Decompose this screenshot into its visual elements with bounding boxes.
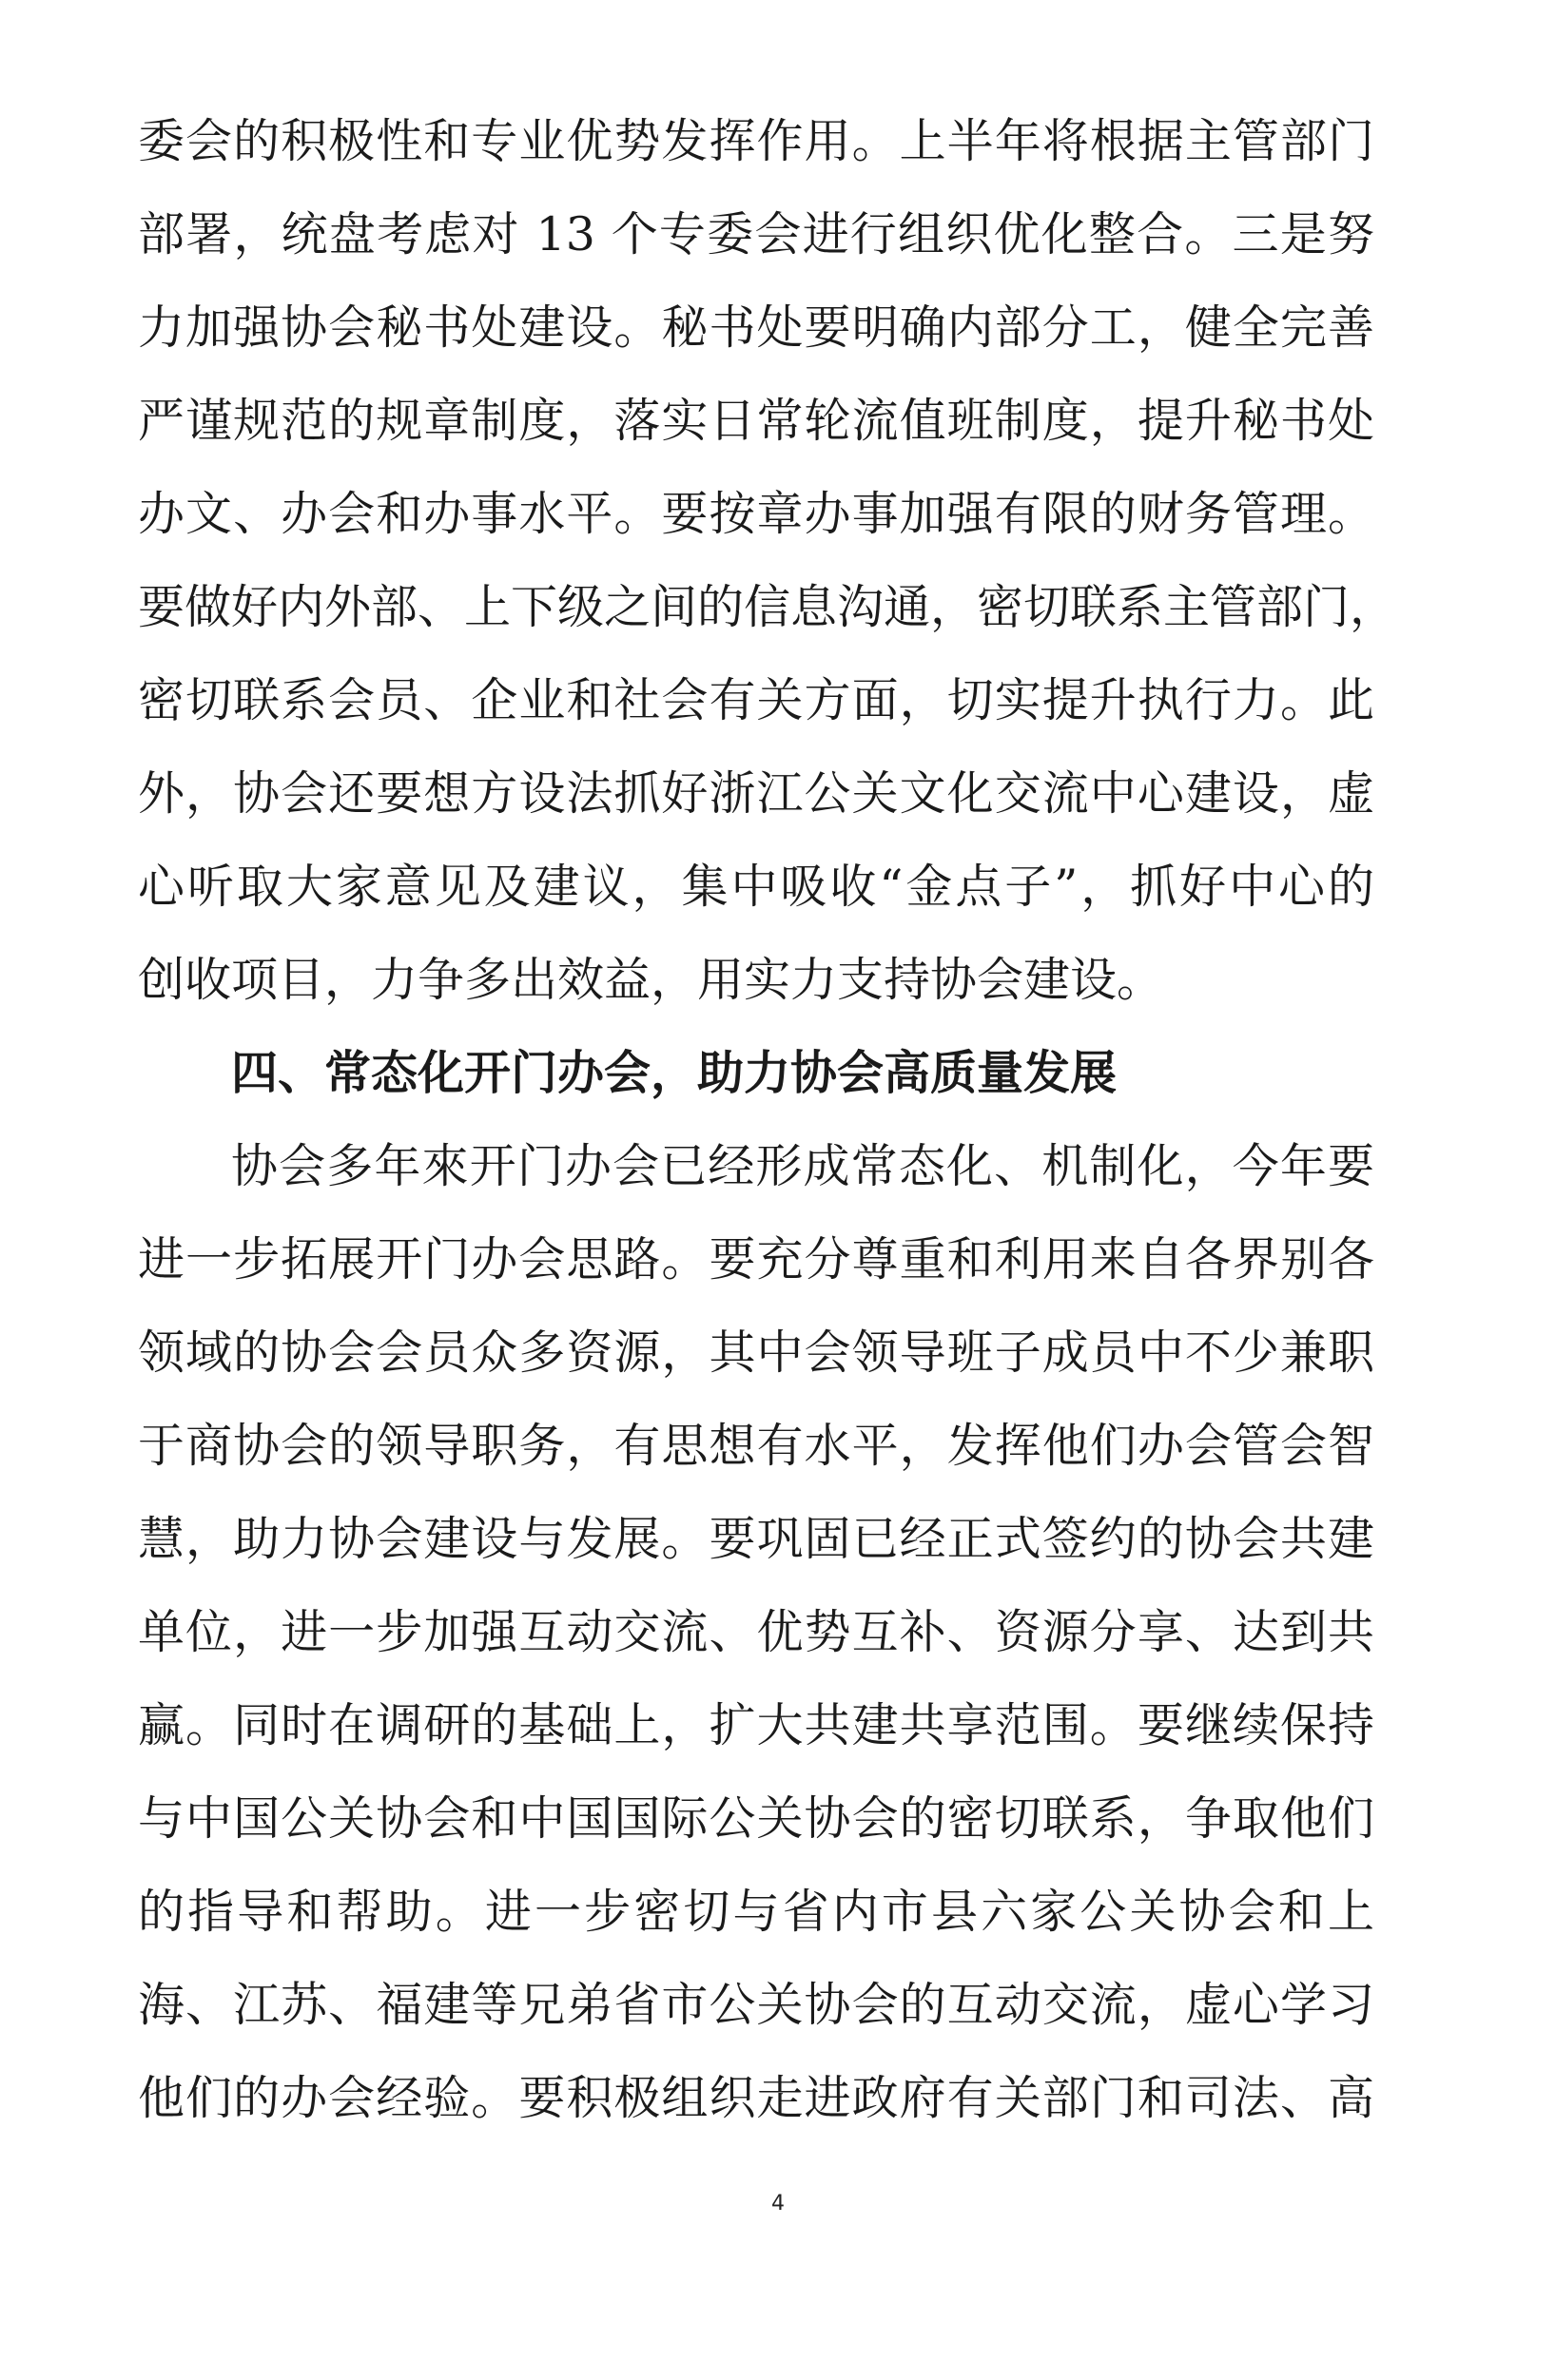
- text-line: 力加强协会秘书处建设。秘书处要明确内部分工，健全完善: [138, 300, 1374, 355]
- text-line: 协会多年來开门办会已经形成常态化、机制化，今年要: [231, 1139, 1374, 1193]
- text-line: 严谨规范的规章制度，落实日常轮流值班制度，提升秘书处: [138, 394, 1374, 448]
- text-line: 他们的办会经验。要积极组织走进政府有关部门和司法、高: [138, 2071, 1374, 2125]
- text-line: 于商协会的领导职务，有思想有水平，发挥他们办会管会智: [138, 1419, 1374, 1473]
- text-line: 进一步拓展开门办会思路。要充分尊重和利用来自各界别各: [138, 1232, 1374, 1287]
- text-line: 密切联系会员、企业和社会有关方面，切实提升执行力。此: [138, 673, 1374, 727]
- page-number: 4: [771, 2192, 785, 2216]
- text-line: 要做好内外部、上下级之间的信息沟通，密切联系主管部门，: [138, 580, 1397, 634]
- text-line: 赢。同时在调研的基础上，扩大共建共享范围。要继续保持: [138, 1698, 1374, 1752]
- text-line: 慧，助力协会建设与发展。要巩固已经正式签约的协会共建: [138, 1512, 1374, 1566]
- text-line: 委会的积极性和专业优势发挥作用。上半年将根据主管部门: [138, 114, 1374, 168]
- document-body: [138, 95, 1397, 2145]
- text-line: 单位，进一步加强互动交流、优势互补、资源分享、达到共: [138, 1605, 1374, 1659]
- text-line: 与中国公关协会和中国国际公关协会的密切联系，争取他们: [138, 1791, 1374, 1846]
- text-line: 外，协会还要想方设法抓好浙江公关文化交流中心建设，虚: [138, 766, 1374, 821]
- text-line: 创收项目，力争多出效益，用实力支持协会建设。: [138, 953, 1164, 1007]
- section-heading: 四、常态化开门办会，助力协会高质量发展: [231, 1046, 1118, 1100]
- text-line: 心听取大家意见及建议，集中吸收“金点子”，抓好中心的: [138, 860, 1374, 914]
- text-line: 海、江苏、福建等兄弟省市公关协会的互动交流，虚心学习: [138, 1978, 1374, 2032]
- text-line: 部署，统盘考虑对 13 个专委会进行组织优化整合。三是努: [138, 207, 1374, 261]
- text-line: 的指导和帮助。进一步密切与省内市县六家公关协会和上: [138, 1885, 1374, 1939]
- text-line: 办文、办会和办事水平。要按章办事加强有限的财务管理。: [138, 487, 1374, 541]
- text-line: 领域的协会会员众多资源，其中会领导班子成员中不少兼职: [138, 1325, 1374, 1380]
